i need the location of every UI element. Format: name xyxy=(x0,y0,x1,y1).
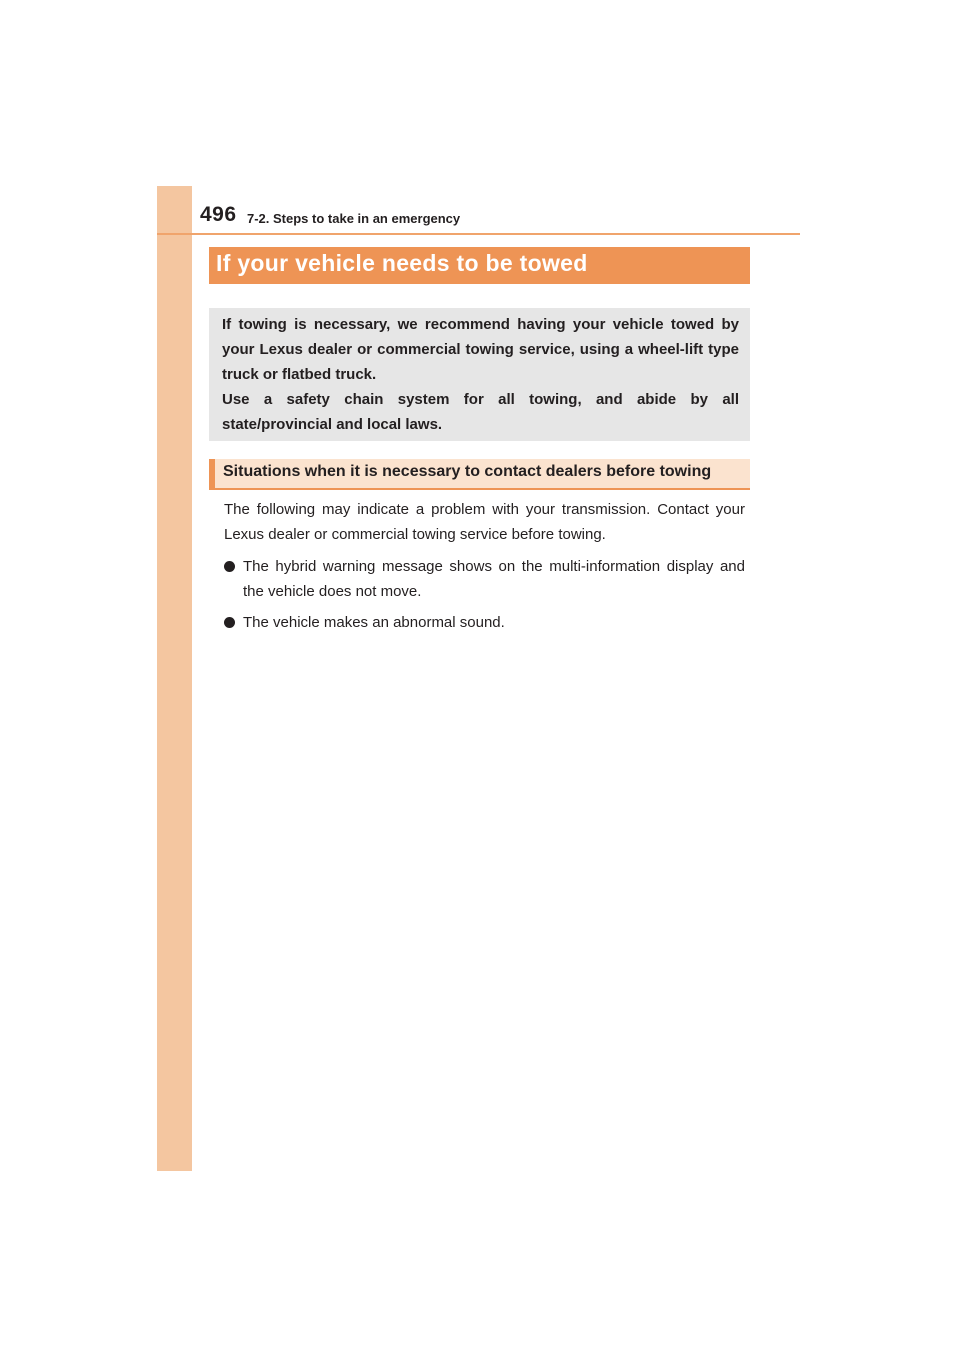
page-header xyxy=(200,203,800,235)
bullet-icon xyxy=(224,617,235,628)
chapter-side-strip xyxy=(157,186,192,1171)
intro-box xyxy=(209,308,750,441)
bullet-icon xyxy=(224,561,235,572)
header-rule xyxy=(157,233,800,235)
intro-text xyxy=(222,312,739,437)
subhead-underline xyxy=(209,488,750,490)
subsection-body xyxy=(224,497,745,547)
section-title: 7-2. Steps to take in an emergency xyxy=(247,211,461,226)
subsection-body-text: The following may indicate a problem with your transmission. Contact your Lexus dealer or commercial towing service before towing. xyxy=(224,501,745,543)
title-banner xyxy=(209,247,750,284)
list-item-text: The hybrid warning message shows on the multi-information display and the vehicle does not move. xyxy=(243,558,745,600)
subsection-heading-text: Situations when it is necessary to contact dealers before towing xyxy=(223,463,712,480)
intro-paragraph-2: Use a safety chain system for all towing, and abide by all state/provincial and local laws. xyxy=(222,391,739,433)
list-item xyxy=(224,610,745,635)
page-number: 496 xyxy=(200,203,237,226)
list-item-text: The vehicle makes an abnormal sound. xyxy=(243,614,505,631)
list-item xyxy=(224,554,745,604)
page-title: If your vehicle needs to be towed xyxy=(216,250,588,276)
subhead-accent-bar xyxy=(209,459,215,490)
subsection-heading xyxy=(209,459,750,490)
intro-paragraph-1: If towing is necessary, we recommend having your vehicle towed by your Lexus dealer or commercial towing service, using a wheel-lift type truck or flatbed truck. xyxy=(222,316,739,383)
